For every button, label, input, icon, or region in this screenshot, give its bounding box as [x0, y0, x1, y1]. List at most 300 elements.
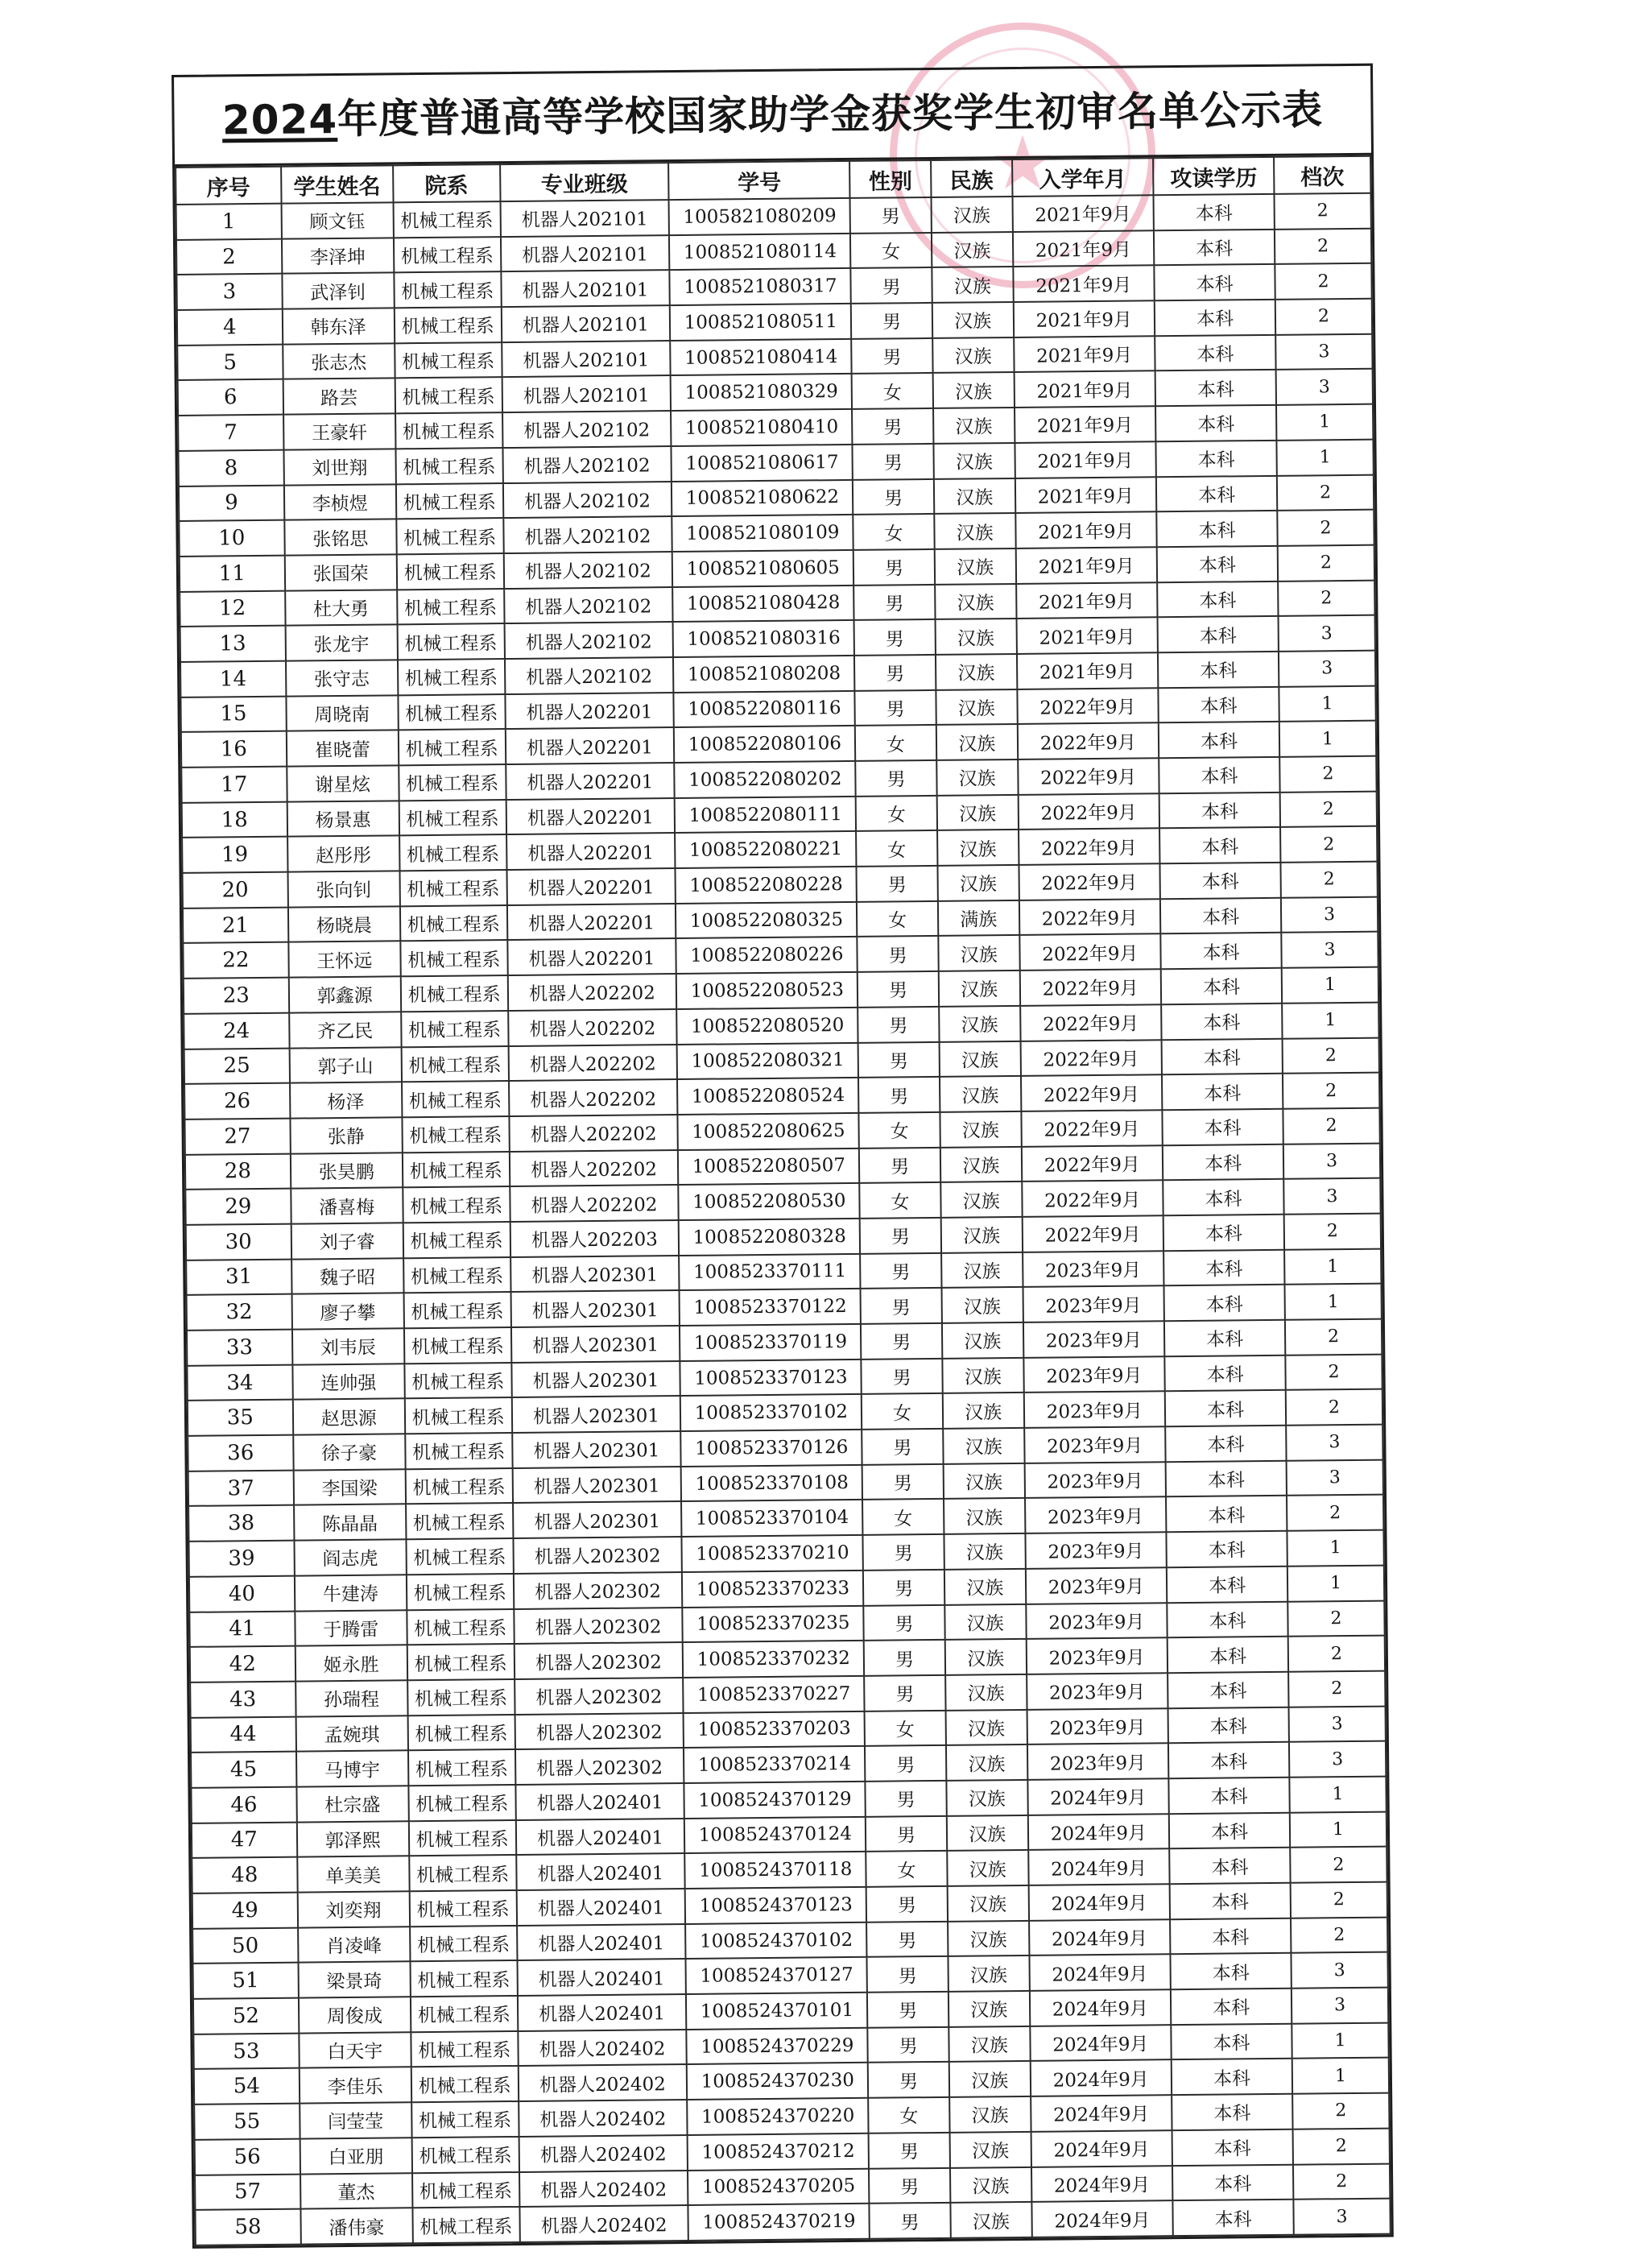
cell-level: 2	[1277, 510, 1374, 546]
cell-degree: 本科	[1155, 300, 1275, 336]
cell-enroll: 2023年9月	[1026, 1637, 1168, 1674]
cell-degree: 本科	[1170, 1918, 1291, 1954]
cell-ethnicity: 汉族	[944, 1498, 1025, 1534]
cell-level: 2	[1291, 1882, 1387, 1918]
cell-name: 阎志虎	[294, 1539, 407, 1575]
cell-dept: 机械工程系	[403, 1186, 510, 1223]
cell-name: 孟婉琪	[295, 1715, 408, 1752]
cell-class: 机器人202202	[510, 1185, 679, 1222]
cell-no: 52	[193, 1998, 299, 2034]
cell-id: 1008524370124	[684, 1816, 866, 1853]
cell-no: 37	[188, 1470, 294, 1506]
cell-degree: 本科	[1169, 1812, 1290, 1848]
cell-id: 1008522080202	[675, 761, 856, 798]
cell-no: 21	[183, 907, 288, 943]
cell-id: 1008524370129	[684, 1782, 866, 1819]
cell-no: 28	[185, 1153, 291, 1190]
cell-enroll: 2022年9月	[1021, 1074, 1163, 1111]
cell-name: 陈晶晶	[294, 1504, 407, 1541]
cell-gender: 男	[855, 690, 936, 726]
cell-id: 1008524370102	[685, 1922, 866, 1960]
cell-no: 55	[194, 2104, 300, 2140]
cell-dept: 机械工程系	[405, 1468, 512, 1504]
cell-dept: 机械工程系	[408, 1749, 515, 1786]
cell-enroll: 2023年9月	[1025, 1567, 1167, 1604]
cell-ethnicity: 汉族	[949, 2096, 1031, 2133]
col-header-class: 专业班级	[500, 163, 669, 201]
cell-gender: 男	[862, 1359, 943, 1395]
cell-no: 35	[188, 1400, 293, 1436]
cell-class: 机器人202302	[514, 1642, 683, 1679]
cell-level: 3	[1292, 1988, 1388, 2024]
cell-name: 张守志	[286, 660, 399, 696]
cell-ethnicity: 汉族	[932, 337, 1014, 374]
cell-degree: 本科	[1162, 1038, 1283, 1074]
cell-name: 张志杰	[283, 343, 395, 379]
cell-class: 机器人202401	[516, 1889, 685, 1926]
cell-ethnicity: 汉族	[941, 1287, 1023, 1323]
cell-enroll: 2022年9月	[1019, 934, 1161, 971]
cell-ethnicity: 汉族	[935, 548, 1016, 585]
cell-name: 马博宇	[296, 1751, 409, 1787]
cell-no: 15	[180, 696, 286, 732]
cell-dept: 机械工程系	[400, 905, 507, 942]
cell-enroll: 2021年9月	[1016, 618, 1158, 654]
cell-id: 1008522080625	[678, 1113, 859, 1150]
cell-name: 张向钊	[287, 871, 400, 907]
cell-class: 机器人202101	[502, 341, 671, 378]
cell-ethnicity: 汉族	[940, 1146, 1022, 1182]
cell-gender: 男	[859, 1147, 940, 1183]
cell-degree: 本科	[1172, 2059, 1292, 2095]
cell-enroll: 2022年9月	[1019, 863, 1160, 900]
cell-class: 机器人202301	[511, 1396, 680, 1433]
cell-class: 机器人202202	[508, 1045, 677, 1082]
cell-ethnicity: 汉族	[945, 1639, 1027, 1675]
cell-gender: 男	[851, 338, 932, 375]
cell-level: 3	[1291, 1952, 1387, 1989]
cell-ethnicity: 汉族	[935, 584, 1016, 620]
cell-gender: 男	[857, 866, 938, 902]
cell-level: 1	[1282, 967, 1378, 1004]
cell-degree: 本科	[1156, 475, 1277, 511]
cell-no: 43	[190, 1681, 295, 1717]
cell-name: 张龙宇	[285, 625, 398, 661]
cell-name: 单美美	[297, 1856, 410, 1893]
cell-enroll: 2023年9月	[1025, 1497, 1167, 1533]
cell-ethnicity: 汉族	[936, 759, 1018, 796]
cell-ethnicity: 汉族	[947, 1850, 1028, 1886]
col-header-degree: 攻读学历	[1153, 157, 1274, 195]
star-icon: ★	[989, 120, 1056, 206]
cell-gender: 男	[851, 267, 932, 304]
cell-gender: 男	[868, 2062, 949, 2098]
cell-degree: 本科	[1162, 1074, 1283, 1110]
cell-enroll: 2023年9月	[1027, 1673, 1168, 1709]
cell-name: 赵思源	[292, 1399, 405, 1435]
cell-class: 机器人202201	[505, 727, 674, 764]
cell-enroll: 2024年9月	[1031, 2095, 1172, 2131]
cell-level: 2	[1280, 862, 1377, 898]
cell-degree: 本科	[1158, 652, 1279, 688]
cell-degree: 本科	[1160, 863, 1281, 899]
cell-enroll: 2021年9月	[1014, 371, 1155, 408]
cell-id: 1008523370102	[680, 1394, 862, 1431]
cell-enroll: 2023年9月	[1023, 1356, 1165, 1393]
cell-ethnicity: 汉族	[941, 1217, 1023, 1253]
cell-enroll: 2024年9月	[1027, 1814, 1169, 1850]
cell-level: 2	[1283, 1073, 1379, 1109]
cell-name: 张静	[290, 1117, 403, 1153]
cell-gender: 女	[866, 1851, 947, 1887]
cell-dept: 机械工程系	[394, 237, 501, 273]
cell-gender: 男	[863, 1570, 944, 1606]
cell-level: 3	[1279, 615, 1375, 652]
cell-dept: 机械工程系	[405, 1397, 512, 1434]
cell-class: 机器人202202	[507, 974, 676, 1011]
cell-id: 1008524370101	[686, 1993, 867, 2030]
cell-degree: 本科	[1163, 1249, 1284, 1285]
cell-ethnicity: 汉族	[944, 1569, 1026, 1605]
cell-class: 机器人202402	[519, 2205, 688, 2242]
cell-id: 1008522080520	[677, 1008, 858, 1045]
cell-level: 2	[1278, 545, 1374, 581]
cell-name: 韩东泽	[282, 308, 395, 344]
cell-enroll: 2022年9月	[1021, 1145, 1163, 1182]
cell-gender: 男	[869, 2167, 950, 2204]
col-header-no: 序号	[176, 167, 281, 205]
cell-ethnicity: 汉族	[950, 2202, 1031, 2238]
cell-enroll: 2021年9月	[1014, 336, 1155, 372]
cell-no: 30	[186, 1224, 291, 1260]
cell-class: 机器人202301	[510, 1256, 680, 1293]
cell-ethnicity: 满族	[938, 900, 1019, 937]
cell-degree: 本科	[1160, 898, 1281, 934]
cell-class: 机器人202201	[506, 904, 676, 941]
cell-no: 12	[180, 590, 285, 627]
cell-enroll: 2023年9月	[1026, 1603, 1168, 1639]
cell-ethnicity: 汉族	[937, 865, 1019, 901]
cell-id: 1008521080605	[672, 550, 853, 587]
cell-degree: 本科	[1159, 722, 1279, 758]
cell-no: 4	[177, 309, 283, 346]
cell-ethnicity: 汉族	[943, 1393, 1024, 1429]
cell-no: 47	[192, 1822, 297, 1858]
cell-gender: 女	[862, 1499, 944, 1535]
cell-level: 3	[1293, 2199, 1390, 2235]
cell-name: 张铭思	[284, 519, 397, 556]
cell-enroll: 2022年9月	[1022, 1215, 1163, 1252]
cell-dept: 机械工程系	[399, 800, 506, 836]
cell-class: 机器人202202	[509, 1079, 678, 1116]
cell-no: 50	[192, 1927, 298, 1964]
cell-class: 机器人202101	[501, 305, 670, 342]
cell-gender: 男	[860, 1253, 941, 1289]
cell-class: 机器人202301	[512, 1431, 681, 1468]
cell-dept: 机械工程系	[395, 378, 502, 414]
cell-ethnicity: 汉族	[933, 408, 1015, 444]
cell-level: 2	[1288, 1636, 1385, 1672]
cell-gender: 男	[869, 2133, 950, 2169]
cell-enroll: 2022年9月	[1017, 688, 1159, 724]
cell-level: 3	[1283, 1143, 1380, 1179]
cell-degree: 本科	[1167, 1566, 1287, 1603]
cell-enroll: 2021年9月	[1015, 441, 1156, 478]
cell-gender: 男	[854, 655, 936, 691]
cell-dept: 机械工程系	[407, 1644, 515, 1680]
cell-ethnicity: 汉族	[948, 2026, 1030, 2063]
cell-name: 白亚朋	[300, 2138, 412, 2174]
cell-gender: 男	[852, 408, 933, 445]
cell-gender: 男	[864, 1604, 945, 1641]
cell-enroll: 2024年9月	[1031, 2166, 1173, 2202]
cell-name: 李桢煜	[284, 484, 397, 520]
cell-name: 张昊鹏	[290, 1153, 403, 1189]
cell-gender: 男	[867, 1992, 948, 2028]
cell-enroll: 2023年9月	[1024, 1462, 1166, 1498]
cell-name: 刘世翔	[283, 449, 396, 485]
cell-class: 机器人202202	[509, 1150, 678, 1187]
cell-degree: 本科	[1159, 686, 1279, 722]
cell-degree: 本科	[1164, 1355, 1285, 1391]
cell-no: 23	[184, 978, 289, 1014]
cell-class: 机器人202401	[516, 1853, 685, 1890]
cell-ethnicity: 汉族	[946, 1780, 1027, 1816]
cell-id: 1008521080410	[671, 409, 852, 446]
cell-id: 1005821080209	[669, 198, 850, 235]
cell-ethnicity: 汉族	[936, 654, 1017, 690]
cell-dept: 机械工程系	[408, 1785, 515, 1821]
cell-enroll: 2022年9月	[1021, 1110, 1163, 1146]
cell-dept: 机械工程系	[402, 1081, 509, 1117]
cell-gender: 男	[865, 1745, 946, 1782]
cell-dept: 机械工程系	[395, 307, 502, 343]
cell-degree: 本科	[1161, 1004, 1282, 1040]
cell-gender: 女	[860, 1182, 941, 1219]
cell-enroll: 2021年9月	[1012, 195, 1154, 231]
cell-level: 2	[1287, 1600, 1384, 1637]
cell-level: 1	[1290, 1811, 1387, 1848]
cell-ethnicity: 汉族	[933, 372, 1015, 408]
cell-ethnicity: 汉族	[940, 1182, 1022, 1218]
cell-name: 杜宗盛	[296, 1786, 409, 1822]
cell-id: 1008521080511	[670, 304, 851, 341]
cell-dept: 机械工程系	[397, 623, 504, 660]
cell-dept: 机械工程系	[411, 2031, 518, 2067]
cell-id: 1008523370233	[682, 1571, 863, 1608]
cell-enroll: 2022年9月	[1018, 758, 1159, 794]
cell-level: 2	[1275, 193, 1371, 230]
cell-id: 1008523370126	[681, 1430, 862, 1467]
cell-enroll: 2021年9月	[1012, 230, 1154, 267]
cell-dept: 机械工程系	[397, 589, 504, 625]
cell-level: 3	[1287, 1459, 1383, 1496]
cell-gender: 男	[858, 1007, 939, 1043]
cell-id: 1008523370122	[680, 1289, 861, 1326]
cell-degree: 本科	[1164, 1285, 1285, 1321]
cell-enroll: 2024年9月	[1030, 2025, 1172, 2061]
cell-level: 2	[1286, 1389, 1382, 1426]
cell-no: 5	[177, 344, 283, 380]
cell-dept: 机械工程系	[402, 1116, 509, 1153]
cell-dept: 机械工程系	[395, 448, 502, 484]
cell-level: 2	[1292, 2093, 1389, 2129]
cell-gender: 女	[850, 233, 932, 269]
cell-level: 3	[1283, 1178, 1380, 1215]
cell-no: 29	[185, 1189, 291, 1225]
cell-gender: 男	[861, 1288, 942, 1324]
cell-dept: 机械工程系	[396, 483, 503, 519]
cell-gender: 男	[868, 2027, 949, 2063]
cell-no: 34	[187, 1364, 292, 1401]
cell-dept: 机械工程系	[395, 342, 502, 379]
cell-name: 周俊成	[299, 1997, 411, 2033]
cell-level: 2	[1290, 1847, 1387, 1883]
cell-class: 机器人202302	[513, 1572, 682, 1609]
cell-ethnicity: 汉族	[932, 302, 1014, 338]
cell-degree: 本科	[1164, 1320, 1285, 1356]
cell-dept: 机械工程系	[411, 2066, 519, 2102]
cell-name: 郭鑫源	[288, 976, 401, 1012]
cell-degree: 本科	[1171, 1989, 1292, 2025]
cell-no: 14	[180, 661, 286, 697]
cell-dept: 机械工程系	[400, 940, 507, 976]
cell-gender: 男	[854, 619, 936, 656]
cell-no: 7	[178, 415, 283, 451]
cell-gender: 男	[870, 2203, 951, 2239]
cell-dept: 机械工程系	[406, 1538, 513, 1575]
cell-class: 机器人202302	[515, 1678, 684, 1715]
cell-ethnicity: 汉族	[932, 267, 1013, 303]
cell-ethnicity: 汉族	[941, 1252, 1023, 1289]
cell-no: 25	[184, 1048, 290, 1084]
cell-gender: 男	[866, 1781, 947, 1817]
cell-name: 闫莹莹	[300, 2102, 412, 2138]
col-header-dept: 院系	[393, 164, 500, 202]
cell-level: 1	[1284, 1248, 1381, 1285]
cell-level: 2	[1293, 2128, 1390, 2164]
roster-sheet	[172, 64, 1394, 2249]
cell-enroll: 2022年9月	[1020, 1004, 1162, 1041]
cell-id: 1008522080321	[677, 1042, 858, 1079]
cell-ethnicity: 汉族	[944, 1533, 1025, 1570]
cell-degree: 本科	[1166, 1461, 1287, 1497]
cell-name: 肖凌峰	[298, 1927, 411, 1963]
cell-level: 2	[1275, 228, 1371, 264]
cell-class: 机器人202102	[502, 482, 672, 519]
cell-id: 1008521080114	[669, 234, 850, 271]
cell-enroll: 2024年9月	[1029, 1919, 1171, 1956]
cell-class: 机器人202301	[510, 1290, 680, 1327]
cell-no: 48	[192, 1857, 297, 1893]
cell-no: 10	[179, 520, 284, 557]
grant-table	[175, 155, 1391, 2246]
cell-ethnicity: 汉族	[945, 1674, 1027, 1711]
cell-enroll: 2021年9月	[1016, 652, 1158, 689]
cell-level: 2	[1283, 1037, 1379, 1074]
cell-class: 机器人202102	[505, 657, 674, 694]
cell-class: 机器人202301	[511, 1326, 680, 1363]
cell-id: 1008524370230	[687, 2063, 868, 2100]
cell-ethnicity: 汉族	[939, 1006, 1020, 1042]
cell-gender: 男	[861, 1323, 942, 1360]
cell-level: 2	[1280, 791, 1377, 827]
cell-no: 8	[178, 449, 283, 486]
cell-id: 1008524370127	[686, 1957, 867, 1994]
cell-enroll: 2022年9月	[1017, 723, 1159, 759]
cell-dept: 机械工程系	[406, 1503, 513, 1539]
cell-ethnicity: 汉族	[934, 513, 1015, 549]
cell-degree: 本科	[1168, 1742, 1289, 1778]
cell-enroll: 2023年9月	[1027, 1743, 1168, 1779]
cell-level: 1	[1276, 404, 1373, 441]
cell-name: 李佳乐	[299, 2067, 411, 2104]
cell-dept: 机械工程系	[403, 1222, 510, 1258]
cell-class: 机器人202402	[519, 2100, 688, 2137]
col-header-ethnicity: 民族	[931, 159, 1012, 197]
cell-no: 57	[195, 2174, 300, 2210]
cell-class: 机器人202302	[514, 1607, 683, 1644]
cell-dept: 机械工程系	[397, 553, 504, 590]
cell-ethnicity: 汉族	[932, 232, 1013, 268]
cell-ethnicity: 汉族	[935, 619, 1016, 655]
cell-degree: 本科	[1155, 370, 1276, 406]
cell-level: 3	[1281, 932, 1378, 968]
cell-level: 2	[1287, 1495, 1383, 1531]
cell-gender: 女	[865, 1710, 946, 1746]
cell-no: 20	[183, 872, 288, 908]
cell-dept: 机械工程系	[404, 1363, 511, 1399]
cell-gender: 男	[866, 1922, 948, 1958]
cell-dept: 机械工程系	[412, 2171, 519, 2208]
cell-name: 梁景琦	[298, 1962, 411, 1998]
cell-class: 机器人202201	[506, 833, 676, 870]
cell-name: 廖子攀	[291, 1293, 404, 1330]
cell-id: 1008523370235	[683, 1605, 864, 1642]
cell-class: 机器人202201	[505, 693, 674, 730]
cell-id: 1008521080109	[672, 515, 853, 552]
cell-degree: 本科	[1165, 1426, 1286, 1462]
cell-enroll: 2022年9月	[1019, 969, 1161, 1005]
cell-degree: 本科	[1159, 793, 1280, 829]
cell-dept: 机械工程系	[412, 2207, 519, 2243]
cell-name: 崔晓蕾	[286, 730, 399, 767]
cell-enroll: 2024年9月	[1028, 1849, 1170, 1885]
cell-level: 3	[1276, 369, 1373, 405]
cell-enroll: 2022年9月	[1022, 1180, 1163, 1216]
cell-degree: 本科	[1155, 335, 1275, 371]
cell-id: 1008523370119	[680, 1324, 861, 1361]
cell-degree: 本科	[1165, 1390, 1286, 1426]
cell-ethnicity: 汉族	[948, 1991, 1030, 2027]
cell-enroll: 2022年9月	[1019, 899, 1160, 935]
cell-ethnicity: 汉族	[948, 1921, 1029, 1957]
cell-dept: 机械工程系	[398, 659, 505, 695]
cell-degree: 本科	[1157, 581, 1278, 617]
cell-id: 1008522080226	[676, 937, 858, 974]
cell-gender: 男	[866, 1886, 948, 1922]
document-title	[174, 66, 1371, 167]
cell-class: 机器人202101	[501, 270, 670, 307]
cell-no: 38	[188, 1505, 294, 1542]
cell-degree: 本科	[1172, 2129, 1293, 2166]
cell-level: 2	[1277, 474, 1374, 511]
cell-no: 40	[189, 1575, 295, 1612]
cell-class: 机器人202302	[515, 1713, 684, 1750]
cell-gender: 女	[852, 373, 933, 409]
cell-id: 1008521080317	[670, 268, 851, 305]
cell-degree: 本科	[1163, 1215, 1284, 1251]
